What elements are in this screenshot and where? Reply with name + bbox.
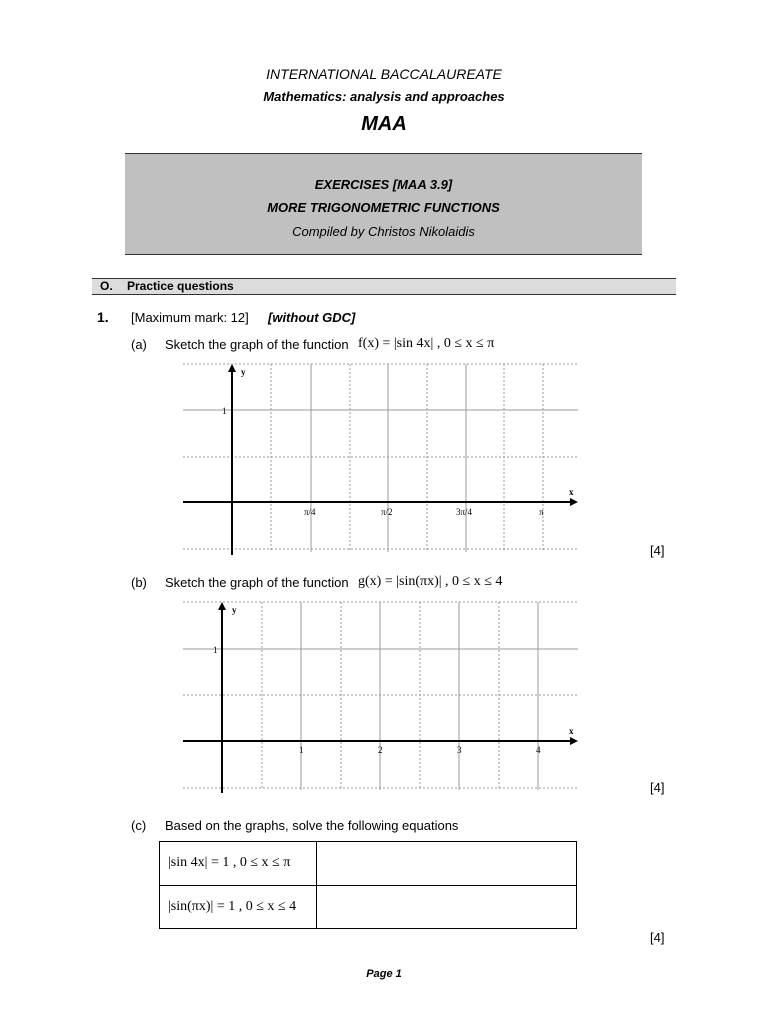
x-axis-label-a: x <box>569 487 574 497</box>
x-tick-b-1: 1 <box>299 745 304 755</box>
part-a-text: Sketch the graph of the function <box>165 337 349 352</box>
y-axis-label-b: y <box>232 605 237 615</box>
part-c-mark: [4] <box>650 930 665 945</box>
x-tick-a-4: π <box>539 507 544 517</box>
part-b-mark: [4] <box>650 780 665 795</box>
part-b-label: (b) <box>131 575 147 590</box>
x-axis-arrow-icon <box>570 498 578 506</box>
equation-1: |sin 4x| = 1 , 0 ≤ x ≤ π <box>168 855 291 870</box>
x-tick-a-2: π/2 <box>381 507 393 517</box>
part-c-label: (c) <box>131 818 147 833</box>
x-tick-b-4: 4 <box>536 745 541 755</box>
title-banner <box>125 153 642 255</box>
course-code: MAA <box>361 113 407 135</box>
y-axis-label-a: y <box>241 367 246 377</box>
graph-grid-a <box>180 362 580 556</box>
institution-title: INTERNATIONAL BACCALAUREATE <box>266 66 502 82</box>
x-tick-a-1: π/4 <box>304 507 316 517</box>
part-a-mark: [4] <box>650 543 665 558</box>
section-header <box>92 278 676 295</box>
question-number: 1. <box>97 309 109 325</box>
y-axis-arrow-icon <box>228 364 236 372</box>
x-axis-arrow-icon <box>570 737 578 745</box>
equation-2: |sin(πx)| = 1 , 0 ≤ x ≤ 4 <box>168 899 297 914</box>
part-a-label: (a) <box>131 337 147 352</box>
part-c-text: Based on the graphs, solve the following equations <box>165 818 459 833</box>
y-axis-arrow-icon <box>218 602 226 610</box>
part-b-text: Sketch the graph of the function <box>165 575 349 590</box>
question-max-mark: [Maximum mark: 12] <box>131 310 249 325</box>
part-b-formula: g(x) = |sin(πx)| , 0 ≤ x ≤ 4 <box>358 574 503 589</box>
question-gdc-note: [without GDC] <box>268 310 356 325</box>
author-credit: Compiled by Christos Nikolaidis <box>292 224 475 239</box>
subject-title: Mathematics: analysis and approaches <box>263 89 505 104</box>
y-tick-b: 1 <box>213 645 218 655</box>
x-axis-label-b: x <box>569 726 574 736</box>
y-tick-a: 1 <box>222 406 227 416</box>
exercise-title: EXERCISES [MAA 3.9] <box>314 177 453 192</box>
topic-title: MORE TRIGONOMETRIC FUNCTIONS <box>267 200 500 215</box>
x-tick-a-3: 3π/4 <box>456 507 473 517</box>
page-number: Page 1 <box>366 968 402 980</box>
answer-table <box>159 841 577 929</box>
graph-grid-b <box>180 600 580 794</box>
part-a-formula: f(x) = |sin 4x| , 0 ≤ x ≤ π <box>358 336 495 351</box>
x-tick-b-2: 2 <box>378 745 383 755</box>
x-tick-b-3: 3 <box>457 745 462 755</box>
section-number: O. <box>100 279 113 293</box>
section-title: Practice questions <box>127 279 234 293</box>
